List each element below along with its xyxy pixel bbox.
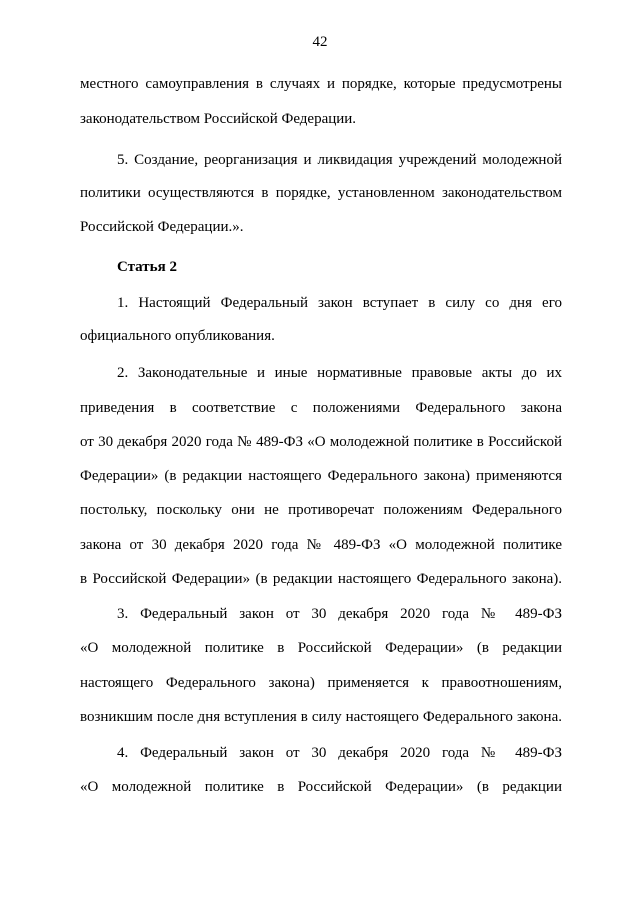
text-line: возникшим после дня вступления в силу настоящего Федерального закона. (80, 709, 562, 725)
text-line: Федерации» (в редакции настоящего Федерального закона) применяются (80, 468, 562, 484)
text-line: закона от 30 декабря 2020 года № 489-ФЗ «О молодежной политике (80, 537, 562, 553)
text-line: официального опубликования. (80, 328, 275, 344)
text-line: постольку, поскольку они не противоречат положениям Федерального (80, 502, 562, 518)
paragraph-3-line: 3. Федеральный закон от 30 декабря 2020 года № 489-ФЗ (117, 606, 562, 622)
text-line: от 30 декабря 2020 года № 489-ФЗ «О молодежной политике в Российской (80, 434, 562, 450)
text-line: приведения в соответствие с положениями Федерального закона (80, 400, 562, 416)
text-line: в Российской Федерации» (в редакции настоящего Федерального закона). (80, 571, 562, 587)
text-line: настоящего Федерального закона) применяется к правоотношениям, (80, 675, 562, 691)
text-line: Российской Федерации.». (80, 219, 244, 235)
text-line: политики осуществляются в порядке, установленном законодательством (80, 185, 562, 201)
page-number: 42 (312, 34, 328, 50)
text-line: «О молодежной политике в Российской Федерации» (в редакции (80, 779, 562, 795)
paragraph-5-line: 5. Создание, реорганизация и ликвидация учреждений молодежной (117, 152, 562, 168)
paragraph-1-line: 1. Настоящий Федеральный закон вступает в силу со дня его (117, 295, 562, 311)
text-line: «О молодежной политике в Российской Федерации» (в редакции (80, 640, 562, 656)
paragraph-2-line: 2. Законодательные и иные нормативные правовые акты до их (117, 365, 562, 381)
text-line: законодательством Российской Федерации. (80, 111, 357, 127)
paragraph-4-line: 4. Федеральный закон от 30 декабря 2020 года № 489-ФЗ (117, 745, 562, 761)
text-line: местного самоуправления в случаях и порядке, которые предусмотрены (80, 76, 562, 92)
article-heading: Статья 2 (117, 259, 177, 275)
